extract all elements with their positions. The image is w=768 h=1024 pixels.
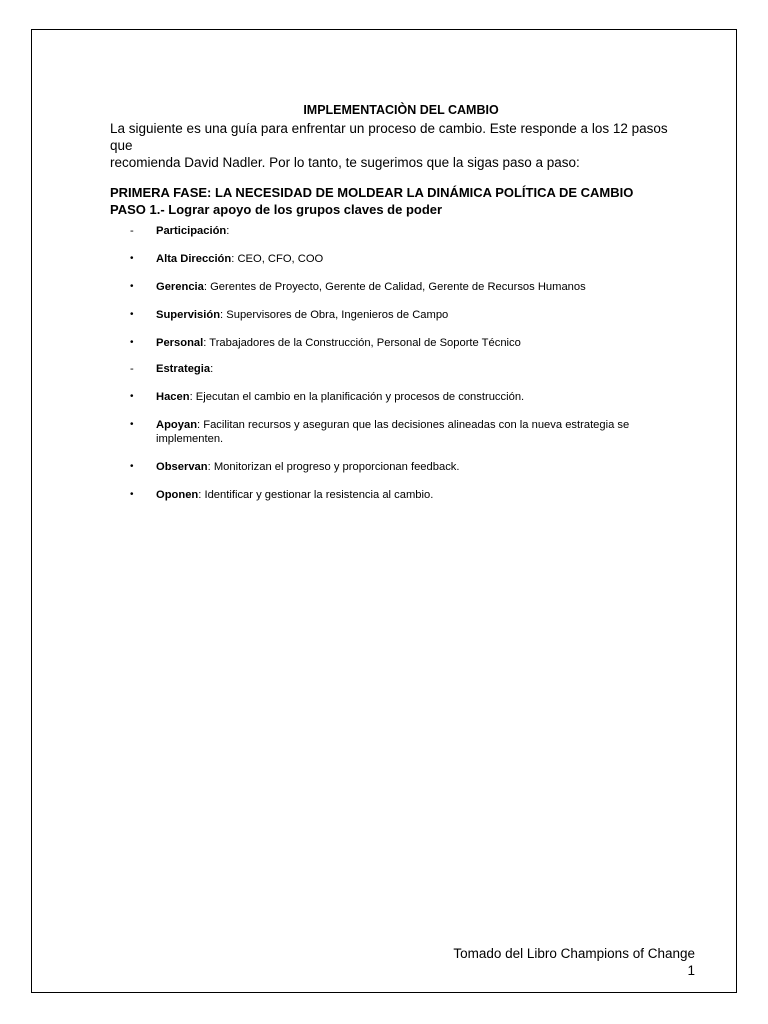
bullet-marker: • [130, 253, 134, 264]
bullet-marker: • [130, 418, 134, 430]
item-label: Alta Dirección [156, 253, 232, 265]
document-body [110, 102, 670, 218]
list-item [130, 362, 650, 377]
bullet-marker: • [130, 337, 134, 348]
item-text: : [210, 362, 214, 375]
item-text: : Supervisores de Obra, Ingenieros de Campo [220, 309, 449, 321]
phase-heading: PRIMERA FASE: LA NECESIDAD DE MOLDEAR LA DINÁMICA POLÍTICA DE CAMBIO [110, 185, 634, 200]
item-text: : [226, 225, 230, 237]
list-item [130, 308, 650, 323]
item-label: Apoyan [156, 418, 198, 431]
bullet-marker: • [130, 309, 134, 320]
bullet-marker: • [130, 489, 134, 500]
item-label: Hacen [156, 390, 190, 403]
item-text: : Monitorizan el progreso y proporcionan feedback. [207, 461, 460, 473]
item-label: Personal [156, 337, 204, 349]
bullet-marker: • [130, 461, 134, 472]
list-item [130, 224, 650, 239]
item-text: : Ejecutan el cambio en la planificación y procesos de construcción. [189, 390, 525, 403]
intro-paragraph [110, 120, 670, 171]
item-text: : Trabajadores de la Construcción, Personal de Soporte Técnico [203, 337, 521, 349]
stakeholder-list [130, 224, 650, 503]
dash-marker: - [130, 225, 134, 237]
intro-line-1: La siguiente es una guía para enfrentar un proceso de cambio. Este responde a los 12 pasos que [110, 121, 668, 153]
bullet-marker: • [130, 281, 134, 292]
list-item [130, 390, 650, 405]
step-heading: PASO 1.- Lograr apoyo de los grupos claves de poder [110, 202, 443, 217]
page-number: 1 [687, 963, 695, 978]
list-item [130, 418, 650, 447]
list-item [130, 336, 650, 351]
list-item [130, 488, 650, 503]
list-item [130, 280, 650, 295]
bullet-marker: • [130, 390, 134, 402]
item-label: Supervisión [156, 309, 221, 321]
source-citation: Tomado del Libro Champions of Change [453, 946, 695, 961]
document-title: IMPLEMENTACIÒN DEL CAMBIO [303, 103, 499, 117]
item-text: : Gerentes de Proyecto, Gerente de Calidad, Gerente de Recursos Humanos [203, 281, 586, 293]
list-item [130, 460, 650, 475]
item-label: Participación [156, 225, 227, 237]
item-label: Gerencia [156, 281, 204, 293]
dash-marker: - [130, 362, 134, 375]
intro-line-2: recomienda David Nadler. Por lo tanto, te sugerimos que la sigas paso a paso: [110, 155, 580, 170]
list-item [130, 252, 650, 267]
item-text: : Identificar y gestionar la resistencia al cambio. [198, 489, 434, 501]
page-footer [453, 945, 695, 979]
item-label: Oponen [156, 489, 199, 501]
item-label: Estrategia [156, 362, 211, 375]
item-text: : CEO, CFO, COO [231, 253, 324, 265]
item-text: : Facilitan recursos y aseguran que las decisiones alineadas con la nueva estrategia se implementen. [156, 418, 630, 445]
item-label: Observan [156, 461, 208, 473]
